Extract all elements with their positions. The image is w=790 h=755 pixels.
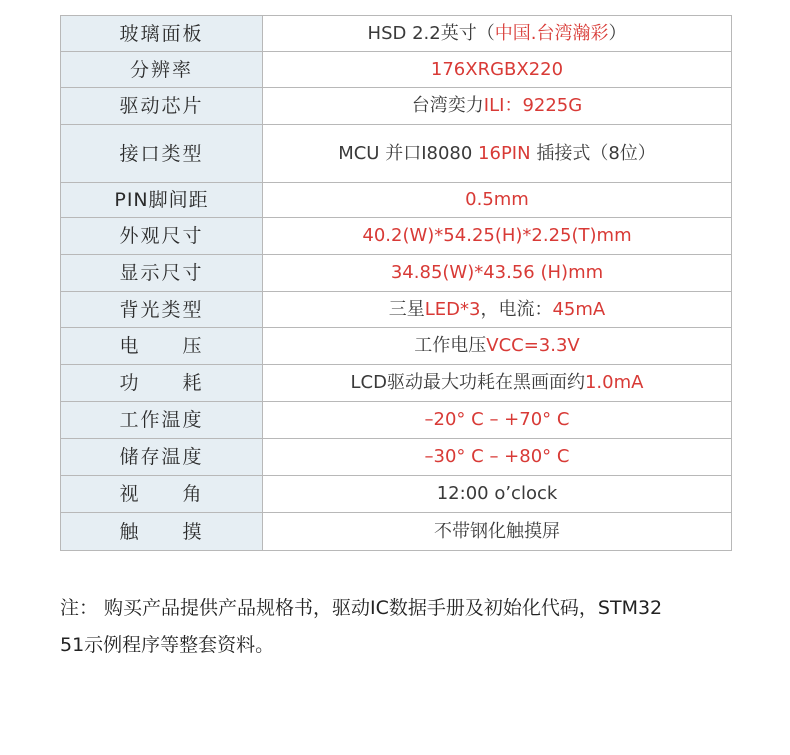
spec-value-highlight: VCC=3.3V	[486, 335, 580, 356]
spec-value	[263, 255, 732, 292]
spec-value	[263, 16, 732, 52]
spec-value-highlight: –20° C – +70° C	[424, 409, 570, 430]
spec-label: 电 压	[61, 328, 263, 365]
spec-value	[263, 328, 732, 365]
spec-label: 储存温度	[61, 439, 263, 476]
spec-value-text: 三星	[388, 298, 425, 320]
spec-value-highlight: ILI：9225G	[483, 95, 583, 116]
spec-label: 触 摸	[61, 513, 263, 551]
spec-value	[263, 365, 732, 402]
spec-value	[263, 476, 732, 513]
spec-value-highlight: 34.85(W)*43.56 (H)mm	[390, 262, 604, 283]
spec-table-body	[61, 16, 732, 551]
spec-label: 功 耗	[61, 365, 263, 402]
note-line-1: 注： 购买产品提供产品规格书，驱动IC数据手册及初始化代码，STM32	[60, 597, 663, 619]
spec-value	[263, 402, 732, 439]
spec-value	[263, 52, 732, 88]
spec-value-highlight: 16PIN	[478, 142, 531, 164]
spec-label: 显示尺寸	[61, 255, 263, 292]
spec-label: 背光类型	[61, 292, 263, 328]
spec-value-highlight: –30° C – +80° C	[424, 446, 570, 467]
spec-row	[61, 402, 732, 439]
spec-value-text: ，电流：	[480, 298, 553, 320]
spec-label: 视 角	[61, 476, 263, 513]
spec-value-text: 工作电压	[414, 335, 487, 356]
spec-value-text: LCD驱动最大功耗在黑画面约	[350, 372, 585, 393]
spec-label: 分辨率	[61, 52, 263, 88]
spec-row	[61, 365, 732, 402]
spec-value-highlight: 45mA	[552, 298, 606, 320]
spec-value	[263, 292, 732, 328]
spec-value-text: MCU 并口I8080	[338, 142, 479, 164]
spec-value-highlight: LED*3	[424, 298, 481, 320]
spec-value-highlight: 中国.台湾瀚彩	[494, 22, 609, 44]
spec-label: PIN脚间距	[61, 183, 263, 218]
spec-row	[61, 476, 732, 513]
spec-label: 外观尺寸	[61, 218, 263, 255]
spec-label: 驱动芯片	[61, 88, 263, 125]
spec-value-text: ）	[608, 22, 627, 44]
spec-label: 接口类型	[61, 125, 263, 183]
spec-value	[263, 439, 732, 476]
spec-row	[61, 125, 732, 183]
note-line-2: 51示例程序等整套资料。	[60, 634, 275, 656]
spec-value	[263, 88, 732, 125]
spec-label: 玻璃面板	[61, 16, 263, 52]
spec-row	[61, 439, 732, 476]
spec-value-text: HSD 2.2英寸（	[367, 22, 495, 44]
spec-value-highlight: 0.5mm	[465, 189, 529, 210]
spec-row	[61, 218, 732, 255]
note	[60, 590, 740, 664]
spec-table	[60, 15, 732, 551]
spec-value	[263, 218, 732, 255]
spec-row	[61, 16, 732, 52]
spec-value-text: 台湾奕力	[411, 95, 484, 116]
spec-value-text: 插接式（8位）	[530, 142, 656, 164]
spec-row	[61, 328, 732, 365]
spec-value-text: 不带钢化触摸屏	[434, 520, 560, 542]
spec-value	[263, 125, 732, 183]
spec-row	[61, 292, 732, 328]
spec-value	[263, 183, 732, 218]
spec-row	[61, 88, 732, 125]
spec-value-text: 12:00 o’clock	[436, 483, 558, 504]
spec-value-highlight: 40.2(W)*54.25(H)*2.25(T)mm	[362, 225, 632, 246]
spec-row	[61, 52, 732, 88]
spec-row	[61, 183, 732, 218]
spec-row	[61, 513, 732, 551]
spec-value	[263, 513, 732, 551]
spec-value-highlight: 1.0mA	[584, 372, 644, 393]
spec-row	[61, 255, 732, 292]
spec-label: 工作温度	[61, 402, 263, 439]
spec-value-highlight: 176XRGBX220	[430, 58, 564, 80]
